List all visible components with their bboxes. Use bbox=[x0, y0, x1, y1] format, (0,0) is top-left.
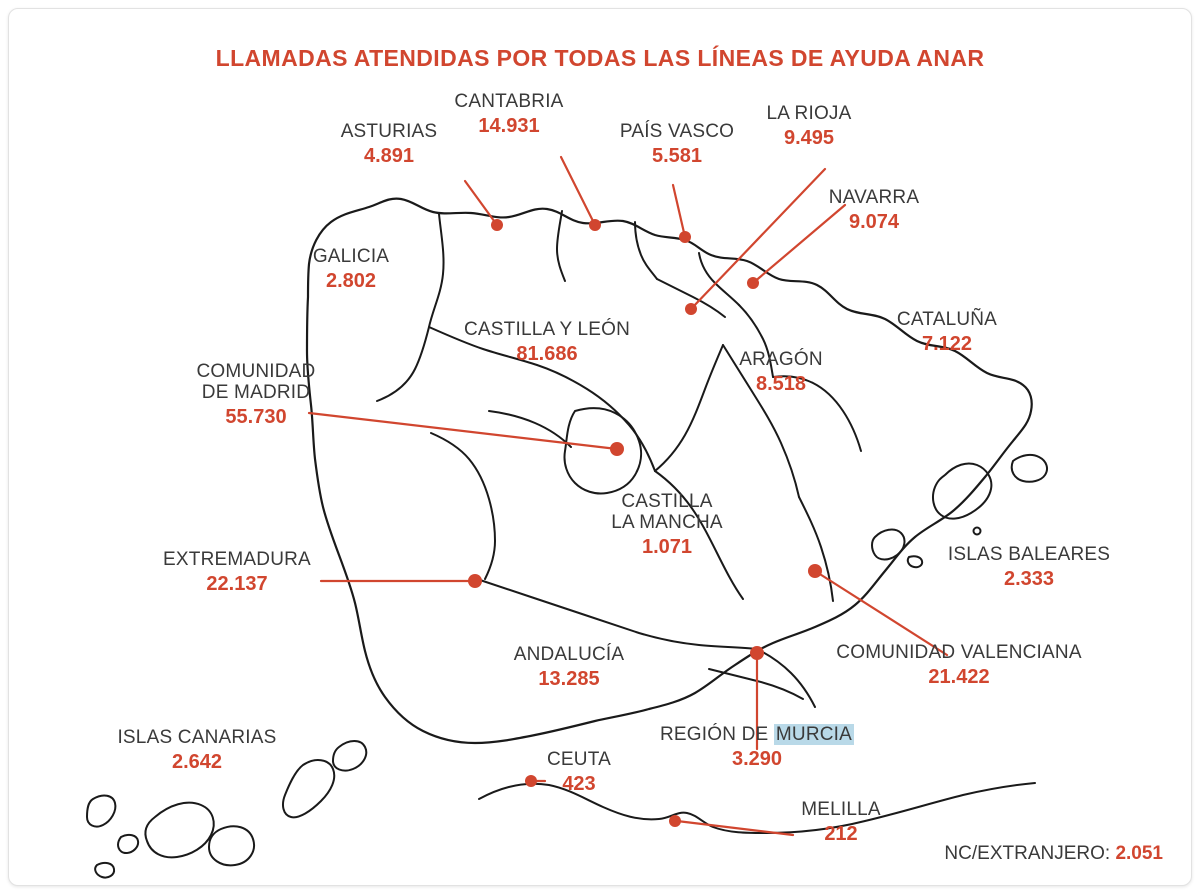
dot-navarra bbox=[747, 277, 759, 289]
label-navarra bbox=[794, 187, 954, 235]
region-value-castilla-leon: 81.686 bbox=[516, 343, 578, 366]
footnote-value: 2.051 bbox=[1115, 843, 1163, 864]
border-asturias-cantabria bbox=[557, 211, 565, 281]
region-name-cantabria: CANTABRIA bbox=[454, 91, 564, 112]
label-murcia bbox=[637, 724, 877, 772]
dot-la-rioja bbox=[685, 303, 697, 315]
region-name-castilla-leon: CASTILLA Y LEÓN bbox=[464, 319, 630, 340]
region-name-extremadura: EXTREMADURA bbox=[163, 549, 311, 570]
label-extremadura bbox=[127, 549, 347, 597]
label-castilla-leon bbox=[407, 319, 687, 367]
label-andalucia bbox=[469, 644, 669, 692]
region-value-extremadura: 22.137 bbox=[206, 573, 268, 596]
label-galicia bbox=[271, 246, 431, 294]
dot-pais-vasco bbox=[679, 231, 691, 243]
region-value-baleares: 2.333 bbox=[1003, 568, 1055, 591]
region-value-melilla: 212 bbox=[824, 823, 858, 846]
label-ceuta bbox=[509, 749, 649, 797]
region-name-madrid-line2: DE MADRID bbox=[201, 382, 311, 404]
dot-valenciana bbox=[808, 564, 822, 578]
dot-extremadura bbox=[468, 574, 482, 588]
island-mallorca bbox=[933, 463, 991, 518]
region-name-baleares: ISLAS BALEARES bbox=[947, 544, 1111, 565]
region-name-cataluna: CATALUÑA bbox=[896, 309, 998, 330]
page-title: LLAMADAS ATENDIDAS POR TODAS LAS LÍNEAS DE AYUDA ANAR bbox=[215, 45, 985, 71]
region-name-canarias: ISLAS CANARIAS bbox=[117, 727, 277, 748]
island-menorca bbox=[1012, 455, 1047, 482]
label-cataluna bbox=[857, 309, 1037, 357]
footnote bbox=[944, 843, 1163, 865]
region-name-andalucia: ANDALUCÍA bbox=[513, 644, 625, 665]
region-value-valenciana: 21.422 bbox=[928, 666, 990, 689]
region-name-murcia bbox=[637, 724, 877, 746]
island-el-hierro bbox=[95, 863, 114, 878]
region-name-madrid-line1: COMUNIDAD bbox=[196, 361, 316, 382]
leader-pais-vasco bbox=[673, 185, 685, 237]
border-clm-south bbox=[477, 579, 757, 649]
dot-asturias bbox=[491, 219, 503, 231]
island-lanzarote bbox=[333, 741, 366, 771]
region-value-castilla-mancha: 1.071 bbox=[641, 535, 693, 558]
region-value-andalucia: 13.285 bbox=[538, 668, 600, 691]
dot-murcia bbox=[750, 646, 764, 660]
region-name-melilla: MELILLA bbox=[801, 799, 881, 820]
border-galicia bbox=[377, 214, 444, 401]
region-name-valenciana: COMUNIDAD VALENCIANA bbox=[836, 642, 1082, 663]
region-name-murcia-highlight: MURCIA bbox=[775, 724, 853, 745]
label-baleares bbox=[929, 544, 1129, 592]
region-value-galicia: 2.802 bbox=[325, 270, 377, 293]
map-card bbox=[8, 8, 1192, 886]
leader-cantabria bbox=[561, 157, 595, 225]
label-cantabria bbox=[429, 91, 589, 139]
island-formentera bbox=[908, 556, 922, 567]
leader-asturias bbox=[465, 181, 497, 225]
region-value-asturias: 4.891 bbox=[363, 145, 415, 168]
label-aragon bbox=[701, 349, 861, 397]
border-extremadura bbox=[431, 433, 495, 579]
island-la-palma bbox=[87, 796, 115, 827]
label-madrid bbox=[141, 361, 371, 429]
label-valenciana bbox=[809, 642, 1109, 690]
region-name-castilla-mancha-line2: LA MANCHA bbox=[611, 512, 723, 534]
label-canarias bbox=[87, 727, 307, 775]
region-name-castilla-mancha-line1: CASTILLA bbox=[621, 491, 713, 512]
region-value-navarra: 9.074 bbox=[848, 211, 900, 234]
region-name-asturias: ASTURIAS bbox=[340, 121, 438, 142]
region-name-la-rioja: LA RIOJA bbox=[766, 103, 852, 124]
region-value-canarias: 2.642 bbox=[171, 751, 223, 774]
border-murcia bbox=[757, 649, 815, 707]
label-la-rioja bbox=[729, 103, 889, 151]
island-cabrera bbox=[974, 528, 981, 535]
region-name-pais-vasco: PAÍS VASCO bbox=[619, 121, 735, 142]
island-gran-canaria bbox=[209, 826, 254, 865]
footnote-label: NC/EXTRANJERO: bbox=[944, 843, 1111, 864]
island-tenerife bbox=[145, 803, 213, 858]
region-value-madrid: 55.730 bbox=[225, 405, 287, 428]
border-madrid bbox=[564, 408, 641, 493]
border-valenciana bbox=[799, 497, 833, 601]
region-name-aragon: ARAGÓN bbox=[739, 349, 823, 370]
dot-cantabria bbox=[589, 219, 601, 231]
region-value-pais-vasco: 5.581 bbox=[651, 145, 703, 168]
label-castilla-mancha bbox=[567, 491, 767, 559]
region-value-la-rioja: 9.495 bbox=[783, 127, 835, 150]
region-name-navarra: NAVARRA bbox=[828, 187, 920, 208]
region-value-ceuta: 423 bbox=[562, 773, 596, 796]
dot-melilla bbox=[669, 815, 681, 827]
region-value-aragon: 8.518 bbox=[755, 373, 807, 396]
region-value-murcia: 3.290 bbox=[731, 748, 783, 771]
dot-madrid bbox=[610, 442, 624, 456]
island-la-gomera bbox=[118, 835, 138, 853]
island-ibiza bbox=[872, 530, 904, 560]
label-melilla bbox=[771, 799, 911, 847]
region-value-cantabria: 14.931 bbox=[478, 115, 540, 138]
region-name-murcia-prefix: REGIÓN DE bbox=[659, 724, 774, 745]
region-name-ceuta: CEUTA bbox=[547, 749, 611, 770]
region-name-galicia: GALICIA bbox=[312, 246, 390, 267]
region-value-cataluna: 7.122 bbox=[921, 333, 973, 356]
